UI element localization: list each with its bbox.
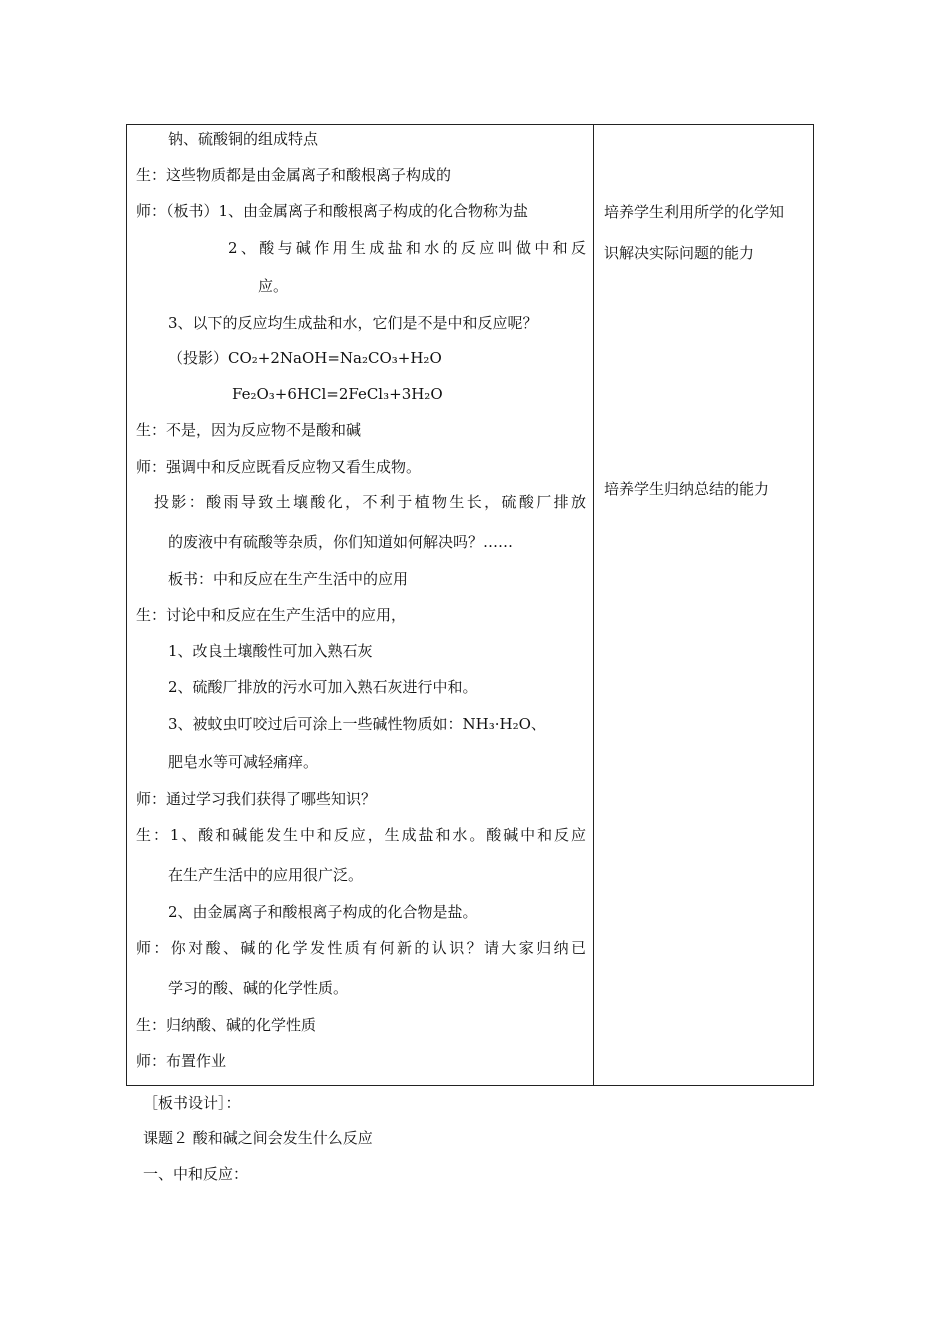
board-design-heading: ［板书设计］： [143, 1094, 241, 1112]
left-line-22: 2、由金属离子和酸根离子构成的化合物是盐。 [168, 903, 478, 921]
right-line-3: 培养学生归纳总结的能力 [604, 480, 770, 498]
left-line-21: 在生产生活中的应用很广泛。 [168, 866, 364, 884]
lesson-title: 课题２ 酸和碱之间会发生什么反应 [143, 1129, 373, 1147]
left-line-26: 师：布置作业 [136, 1052, 227, 1070]
left-line-4: 2、酸与碱作用生成盐和水的反应叫做中和反 [228, 239, 586, 257]
left-line-16: 2、硫酸厂排放的污水可加入熟石灰进行中和。 [168, 678, 478, 696]
left-line-14: 生：讨论中和反应在生产生活中的应用， [136, 606, 407, 624]
left-line-5: 应。 [258, 277, 289, 295]
left-line-13: 板书：中和反应在生产生活中的应用 [168, 570, 409, 588]
left-line-3: 师：（板书）1、由金属离子和酸根离子构成的化合物称为盐 [136, 202, 529, 220]
left-line-17: 3、被蚊虫叮咬过后可涂上一些碱性物质如：NH₃·H₂O、 [168, 715, 546, 733]
left-line-9: 生：不是，因为反应物不是酸和碱 [136, 421, 362, 439]
left-line-19: 师：通过学习我们获得了哪些知识？ [136, 790, 377, 808]
left-line-1: 钠、硫酸铜的组成特点 [168, 130, 319, 148]
left-line-25: 生：归纳酸、碱的化学性质 [136, 1016, 317, 1034]
right-line-2: 识解决实际问题的能力 [604, 244, 755, 262]
left-line-10: 师：强调中和反应既看反应物又看生成物。 [136, 458, 422, 476]
left-line-11: 投影：酸雨导致土壤酸化，不利于植物生长，硫酸厂排放 [154, 493, 586, 511]
left-line-15: 1、改良土壤酸性可加入熟石灰 [168, 642, 373, 660]
left-line-8: Fe₂O₃+6HCl=2FeCl₃+3H₂O [232, 385, 443, 403]
left-line-24: 学习的酸、碱的化学性质。 [168, 979, 349, 997]
left-line-20: 生：1、酸和碱能发生中和反应，生成盐和水。酸碱中和反应 [136, 826, 586, 844]
left-line-23: 师：你对酸、碱的化学发性质有何新的认识？请大家归纳已 [136, 939, 586, 957]
left-line-6: 3、以下的反应均生成盐和水，它们是不是中和反应呢？ [168, 314, 538, 332]
right-line-1: 培养学生利用所学的化学知 [604, 203, 785, 221]
column-divider [593, 124, 594, 1086]
section-heading: 一、中和反应： [143, 1165, 249, 1183]
left-line-7: （投影）CO₂+2NaOH=Na₂CO₃+H₂O [168, 349, 442, 367]
left-line-2: 生：这些物质都是由金属离子和酸根离子构成的 [136, 166, 452, 184]
left-line-18: 肥皂水等可减轻痛痒。 [168, 753, 319, 771]
left-line-12: 的废液中有硫酸等杂质，你们知道如何解决吗？…… [168, 533, 514, 551]
